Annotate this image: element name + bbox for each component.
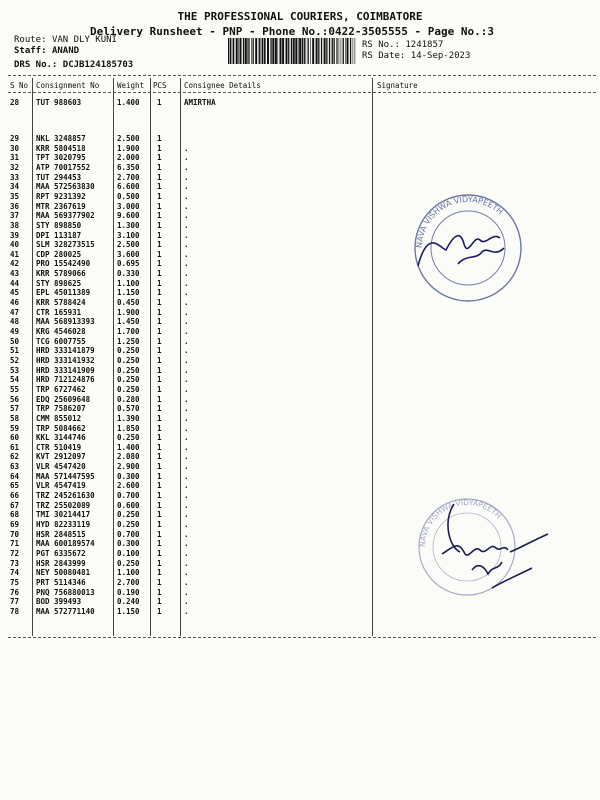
row-consignment: KRR 5789066 (36, 269, 86, 279)
row-sno: 52 (10, 355, 20, 365)
row-weight: 0.300 (117, 539, 140, 549)
header-top-rule (8, 75, 596, 76)
row-consignment: HRD 333141932 (36, 355, 95, 365)
row-weight: 2.000 (117, 153, 140, 163)
row-consignment: HYD 82233119 (36, 520, 91, 529)
row-weight: 0.250 (117, 375, 140, 385)
row-sno: 73 (10, 558, 20, 568)
header-bottom-rule (8, 92, 596, 93)
row-sno: 51 (10, 346, 20, 356)
staff-label: Staff: (14, 46, 47, 56)
row-pcs: 1 (157, 529, 162, 539)
row-consignment: HRD 333141879 (36, 346, 95, 356)
row-consignment: STY 898850 (36, 220, 82, 230)
row-pcs: 1 (157, 191, 162, 201)
row-details: . (184, 577, 189, 587)
row-pcs: 1 (157, 355, 162, 365)
row-weight: 1.900 (117, 307, 140, 317)
row-weight: 3.100 (117, 230, 140, 240)
row-consignment: CTR 510419 (36, 442, 82, 452)
row-pcs: 1 (157, 548, 162, 558)
row-weight: 2.080 (117, 452, 140, 462)
row-consignment: TUT 988603 (36, 98, 82, 107)
row-weight: 1.400 (117, 442, 140, 452)
row-pcs: 1 (157, 346, 162, 356)
row-pcs: 1 (157, 307, 162, 317)
row-sno: 66 (10, 491, 20, 501)
row-details: . (184, 327, 189, 336)
row-sno: 59 (10, 423, 20, 433)
row-weight: 0.190 (117, 587, 140, 597)
row-weight: 0.250 (117, 365, 140, 375)
row-details: . (184, 182, 189, 192)
row-details: . (184, 394, 189, 404)
row-pcs: 1 (157, 433, 162, 443)
row-pcs: 1 (157, 230, 162, 240)
row-pcs: 1 (157, 384, 162, 394)
row-sno: 63 (10, 462, 20, 472)
row-details: . (184, 298, 189, 308)
row-pcs: 1 (157, 172, 162, 182)
row-pcs: 1 (157, 520, 162, 529)
row-sno: 42 (10, 259, 20, 269)
col-header-pcs: PCS (153, 81, 167, 90)
row-sno: 64 (10, 471, 20, 481)
row-sno: 60 (10, 433, 20, 443)
row-weight: 1.300 (117, 220, 140, 230)
row-sno: 43 (10, 269, 20, 279)
row-details: . (184, 317, 189, 327)
row-weight: 0.100 (117, 548, 140, 558)
row-details: . (184, 211, 189, 221)
row-details: . (184, 510, 189, 520)
row-consignment: MAA 571447595 (36, 471, 95, 481)
rs-no-value: 1241857 (405, 40, 444, 50)
row-sno: 35 (10, 191, 20, 201)
row-weight: 0.300 (117, 471, 140, 481)
row-pcs: 1 (157, 278, 162, 288)
row-weight: 0.250 (117, 355, 140, 365)
row-consignment: CDP 280025 (36, 249, 82, 259)
row-weight: 0.570 (117, 404, 140, 414)
row-details: . (184, 500, 189, 510)
row-consignment: CMM 855012 (36, 413, 82, 423)
row-consignment: MTR 2367619 (36, 201, 86, 211)
route-line (14, 35, 117, 45)
col-header-consignment: Consignment No (36, 81, 100, 90)
route-label: Route: (14, 35, 47, 45)
row-weight: 0.250 (117, 510, 140, 520)
row-details: . (184, 548, 189, 558)
row-details: . (184, 153, 189, 163)
row-pcs: 1 (157, 597, 162, 607)
row-sno: 49 (10, 327, 20, 336)
row-sno: 33 (10, 172, 20, 182)
row-weight: 6.600 (117, 182, 140, 192)
row-sno: 50 (10, 336, 20, 346)
row-consignment: PRO 15542490 (36, 259, 91, 269)
row-consignment: TMI 30214417 (36, 510, 91, 520)
row-pcs: 1 (157, 394, 162, 404)
drs-line (14, 60, 133, 70)
row-pcs: 1 (157, 539, 162, 549)
row-weight: 1.100 (117, 568, 140, 578)
row-pcs: 1 (157, 298, 162, 308)
row-weight: 9.600 (117, 211, 140, 221)
row-consignment: TRP 6727462 (36, 384, 86, 394)
row-details: . (184, 220, 189, 230)
row-weight: 0.250 (117, 384, 140, 394)
row-weight: 0.250 (117, 520, 140, 529)
row-sno: 34 (10, 182, 20, 192)
row-details: . (184, 384, 189, 394)
row-pcs: 1 (157, 288, 162, 298)
row-weight: 1.100 (117, 278, 140, 288)
row-consignment: TPT 3020795 (36, 153, 86, 163)
row-consignment: ATP 70017552 (36, 162, 91, 172)
row-sno: 36 (10, 201, 20, 211)
row-pcs: 1 (157, 201, 162, 211)
row-consignment: TCG 6007755 (36, 336, 86, 346)
row-consignment: KRR 5804518 (36, 143, 86, 153)
row-sno: 32 (10, 162, 20, 172)
row-details: . (184, 404, 189, 414)
row-pcs: 1 (157, 481, 162, 491)
row-consignment: MAA 569377902 (36, 211, 95, 221)
row-weight: 3.000 (117, 201, 140, 211)
row-sno: 45 (10, 288, 20, 298)
row-details: . (184, 162, 189, 172)
row-details: . (184, 442, 189, 452)
row-sno: 37 (10, 211, 20, 221)
row-sno: 67 (10, 500, 20, 510)
row-details: . (184, 201, 189, 211)
row-sno: 69 (10, 520, 20, 529)
rs-date-line (362, 51, 470, 61)
column-divider (32, 78, 33, 636)
row-consignment: NEY 50080481 (36, 568, 91, 578)
row-consignment: PGT 6335672 (36, 548, 86, 558)
row-details: . (184, 365, 189, 375)
row-consignment: PNQ 756880013 (36, 587, 95, 597)
row-details: . (184, 259, 189, 269)
row-weight: 0.250 (117, 558, 140, 568)
row-pcs: 1 (157, 249, 162, 259)
row-consignment: NKL 3248857 (36, 134, 86, 143)
row-consignment: MAA 568913393 (36, 317, 95, 327)
row-consignment: TRP 5084662 (36, 423, 86, 433)
row-consignment: KVT 2912097 (36, 452, 86, 462)
row-weight: 6.350 (117, 162, 140, 172)
drs-value: DCJB124185703 (62, 60, 134, 70)
row-consignment: VLR 4547420 (36, 462, 86, 472)
row-consignment: STY 898625 (36, 278, 82, 288)
row-sno: 48 (10, 317, 20, 327)
row-pcs: 1 (157, 423, 162, 433)
row-pcs: 1 (157, 134, 162, 143)
row-pcs: 1 (157, 327, 162, 336)
column-divider (372, 78, 373, 636)
row-sno: 74 (10, 568, 20, 578)
row-details: . (184, 336, 189, 346)
row-weight: 0.500 (117, 191, 140, 201)
row-details: . (184, 452, 189, 462)
row-sno: 68 (10, 510, 20, 520)
row-details: . (184, 558, 189, 568)
row-weight: 0.450 (117, 298, 140, 308)
row-weight: 2.500 (117, 240, 140, 250)
row-consignment: MAA 572771140 (36, 606, 95, 616)
row-details: . (184, 462, 189, 472)
staff-line (14, 46, 79, 56)
row-pcs: 1 (157, 240, 162, 250)
row-pcs: 1 (157, 442, 162, 452)
row-details: . (184, 491, 189, 501)
row-sno: 54 (10, 375, 20, 385)
row-weight: 1.700 (117, 327, 140, 336)
row-consignment: SLM 328273515 (36, 240, 95, 250)
row-consignment: TUT 294453 (36, 172, 82, 182)
row-sno: 40 (10, 240, 20, 250)
row-consignment: KRR 5788424 (36, 298, 86, 308)
row-pcs: 1 (157, 153, 162, 163)
row-pcs: 1 (157, 162, 162, 172)
row-details: . (184, 249, 189, 259)
row-pcs: 1 (157, 558, 162, 568)
row-weight: 2.600 (117, 481, 140, 491)
row-weight: 0.695 (117, 259, 140, 269)
row-pcs: 1 (157, 452, 162, 462)
barcode (228, 38, 356, 64)
row-sno: 57 (10, 404, 20, 414)
row-consignment: EPL 45011389 (36, 288, 91, 298)
row-sno: 72 (10, 548, 20, 558)
row-sno: 29 (10, 134, 20, 143)
row-sno: 46 (10, 298, 20, 308)
row-sno: 56 (10, 394, 20, 404)
row-pcs: 1 (157, 491, 162, 501)
row-details: . (184, 143, 189, 153)
row-consignment: TRZ 25502089 (36, 500, 91, 510)
row-sno: 71 (10, 539, 20, 549)
row-details: . (184, 240, 189, 250)
row-details: . (184, 597, 189, 607)
row-pcs: 1 (157, 577, 162, 587)
rs-date-label: RS Date: (362, 51, 406, 61)
column-divider (113, 78, 114, 636)
row-sno: 30 (10, 143, 20, 153)
runsheet-subtitle: Delivery Runsheet - PNP - Phone No.:0422-3505555 - Page No.:3 (90, 25, 494, 38)
row-weight: 1.850 (117, 423, 140, 433)
row-details: . (184, 172, 189, 182)
row-weight: 0.280 (117, 394, 140, 404)
staff-value: ANAND (51, 46, 80, 56)
row-weight: 0.700 (117, 491, 140, 501)
document-title: THE PROFESSIONAL COURIERS, COIMBATORE (177, 10, 423, 23)
col-header-signature: Signature (377, 81, 418, 90)
row-weight: 2.900 (117, 462, 140, 472)
row-sno: 61 (10, 442, 20, 452)
row-weight: 3.600 (117, 249, 140, 259)
row-sno: 39 (10, 230, 20, 240)
row-consignment: TRZ 245261630 (36, 491, 95, 501)
row-sno: 78 (10, 606, 20, 616)
drs-label: DRS No.: (14, 60, 58, 70)
route-value: VAN DLY KUNI (51, 35, 117, 45)
row-details: . (184, 587, 189, 597)
row-pcs: 1 (157, 471, 162, 481)
row-sno: 55 (10, 384, 20, 394)
row-consignment: HSR 2848515 (36, 529, 86, 539)
row-sno: 28 (10, 98, 20, 107)
row-details: . (184, 539, 189, 549)
row-consignment: PRT 5114346 (36, 577, 86, 587)
row-sno: 41 (10, 249, 20, 259)
row-consignment: CTR 165931 (36, 307, 82, 317)
seal-stamp-1 (408, 188, 528, 308)
row-consignment: MAA 572563830 (36, 182, 95, 192)
row-pcs: 1 (157, 510, 162, 520)
row-details: . (184, 191, 189, 201)
row-weight: 1.390 (117, 413, 140, 423)
row-sno: 76 (10, 587, 20, 597)
row-consignment: HSR 2843999 (36, 558, 86, 568)
row-weight: 2.700 (117, 172, 140, 182)
row-pcs: 1 (157, 413, 162, 423)
row-details: . (184, 375, 189, 385)
row-details: . (184, 606, 189, 616)
row-weight: 1.450 (117, 317, 140, 327)
row-weight: 1.150 (117, 288, 140, 298)
row-pcs: 1 (157, 568, 162, 578)
row-weight: 0.600 (117, 500, 140, 510)
row-pcs: 1 (157, 211, 162, 221)
row-details: . (184, 568, 189, 578)
row-sno: 62 (10, 452, 20, 462)
row-weight: 0.700 (117, 529, 140, 539)
row-details: . (184, 413, 189, 423)
row-weight: 1.400 (117, 98, 140, 107)
rs-date-value: 14-Sep-2023 (410, 51, 471, 61)
col-header-details: Consignee Details (184, 81, 261, 90)
row-sno: 75 (10, 577, 20, 587)
row-sno: 31 (10, 153, 20, 163)
row-consignment: HRD 712124876 (36, 375, 95, 385)
row-consignment: MAA 600189574 (36, 539, 95, 549)
row-details: . (184, 433, 189, 443)
row-sno: 47 (10, 307, 20, 317)
row-details: . (184, 278, 189, 288)
row-pcs: 1 (157, 365, 162, 375)
row-details: . (184, 529, 189, 539)
row-pcs: 1 (157, 587, 162, 597)
row-weight: 1.150 (117, 606, 140, 616)
svg-text:NAVA VISHWA VIDYAPEETH (415, 195, 505, 248)
row-weight: 0.240 (117, 597, 140, 607)
row-details: . (184, 471, 189, 481)
row-weight: 1.250 (117, 336, 140, 346)
row-weight: 0.250 (117, 346, 140, 356)
row-details: . (184, 355, 189, 365)
row-details: . (184, 520, 189, 529)
row-consignment: KRG 4546028 (36, 327, 86, 336)
row-consignment: RPT 9231392 (36, 191, 86, 201)
row-pcs: 1 (157, 182, 162, 192)
row-sno: 77 (10, 597, 20, 607)
row-sno: 44 (10, 278, 20, 288)
row-details: . (184, 423, 189, 433)
row-details: . (184, 346, 189, 356)
row-pcs: 1 (157, 317, 162, 327)
col-header-weight: Weight (117, 81, 145, 90)
row-pcs: 1 (157, 336, 162, 346)
row-weight: 1.900 (117, 143, 140, 153)
row-pcs: 1 (157, 404, 162, 414)
row-pcs: 1 (157, 606, 162, 616)
row-pcs: 1 (157, 462, 162, 472)
row-consignment: BOD 399493 (36, 597, 82, 607)
row-weight: 2.700 (117, 577, 140, 587)
row-pcs: 1 (157, 500, 162, 510)
row-details: AMIRTHA (184, 98, 216, 107)
row-weight: 0.250 (117, 433, 140, 443)
rs-no-line (362, 40, 443, 50)
row-pcs: 1 (157, 259, 162, 269)
row-details: . (184, 307, 189, 317)
seal-stamp-2 (412, 492, 562, 602)
row-consignment: VLR 4547419 (36, 481, 86, 491)
row-pcs: 1 (157, 375, 162, 385)
row-weight: 0.330 (117, 269, 140, 279)
row-pcs: 1 (157, 269, 162, 279)
stamp2-text: NAVA VISHWA VIDYAPEETH (417, 497, 504, 548)
column-divider (180, 78, 181, 636)
col-header-sno: S No (10, 81, 29, 90)
row-sno: 65 (10, 481, 20, 491)
row-details: . (184, 288, 189, 298)
column-divider (150, 78, 151, 636)
stamp1-text: NAVA VISHWA VIDYAPEETH (414, 194, 505, 249)
row-sno: 38 (10, 220, 20, 230)
row-consignment: EDQ 25609648 (36, 394, 91, 404)
row-sno: 53 (10, 365, 20, 375)
row-pcs: 1 (157, 220, 162, 230)
row-details: . (184, 230, 189, 240)
table-bottom-rule (8, 637, 596, 638)
row-details: . (184, 481, 189, 491)
row-consignment: TRP 7586207 (36, 404, 86, 414)
row-pcs: 1 (157, 98, 162, 107)
row-details: . (184, 269, 189, 279)
row-weight: 2.500 (117, 134, 140, 143)
row-pcs: 1 (157, 143, 162, 153)
row-consignment: HRD 333141909 (36, 365, 95, 375)
row-sno: 58 (10, 413, 20, 423)
row-sno: 70 (10, 529, 20, 539)
row-consignment: KKL 3144746 (36, 433, 86, 443)
rs-no-label: RS No.: (362, 40, 400, 50)
row-consignment: DPI 113187 (36, 230, 82, 240)
